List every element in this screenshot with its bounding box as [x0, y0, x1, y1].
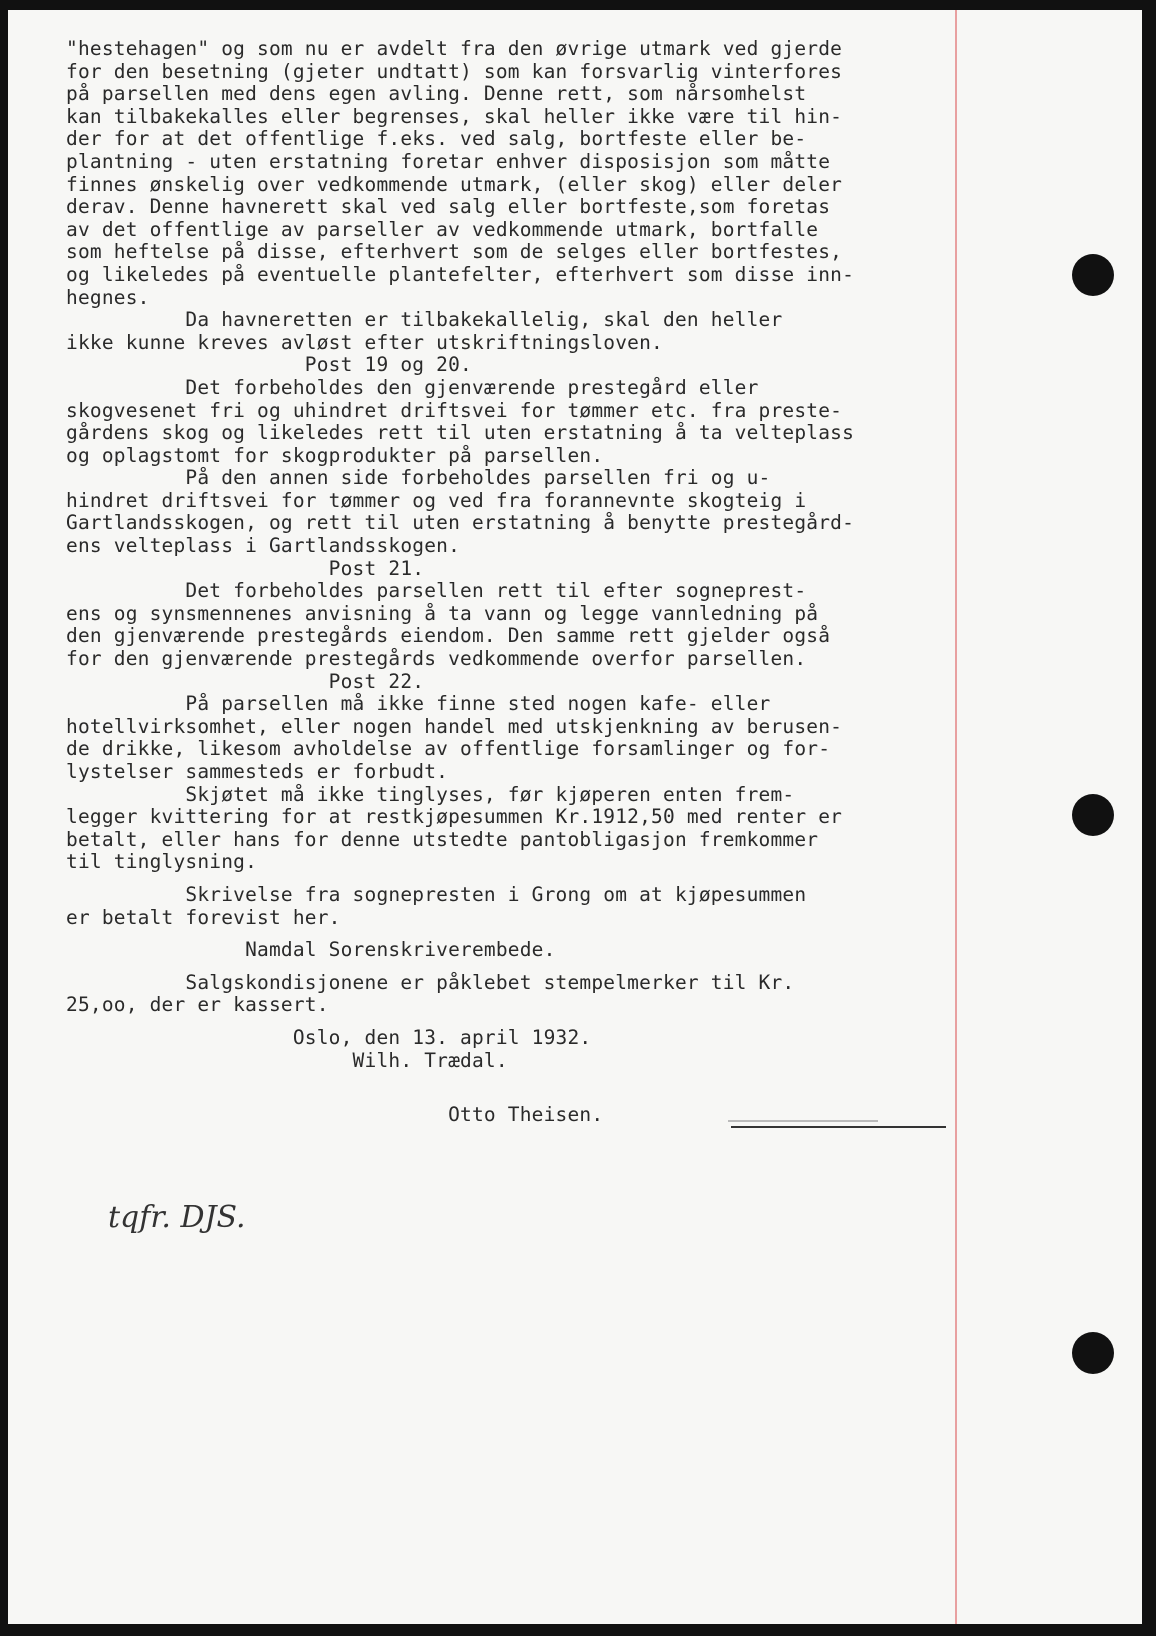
- punch-hole-icon: [1072, 1332, 1114, 1374]
- text-line: skogvesenet fri og uhindret driftsvei for tømmer etc. fra preste-: [66, 398, 843, 422]
- text-line: de drikke, likesom avholdelse av offentlige forsamlinger og for-: [66, 737, 831, 761]
- text-line: der for at det offentlige f.eks. ved salg, bortfeste eller be-: [66, 127, 807, 151]
- text-line: Post 21.: [66, 556, 425, 580]
- text-line: legger kvittering for at restkjøpesummen Kr.1912,50 med renter er: [66, 805, 843, 829]
- text-line: Post 19 og 20.: [66, 353, 472, 377]
- text-line: for den gjenværende prestegårds vedkommende overfor parsellen.: [66, 647, 807, 671]
- text-line: derav. Denne havnerett skal ved salg eller bortfeste,som foretas: [66, 195, 831, 219]
- text-line: På parsellen må ikke finne sted nogen kafe- eller: [66, 692, 771, 716]
- faint-rule: [728, 1120, 878, 1122]
- text-line: plantning - uten erstatning foretar enhver disposisjon som måtte: [66, 149, 831, 173]
- text-line: Skjøtet må ikke tinglyses, før kjøperen enten frem-: [66, 782, 795, 806]
- text-line: 25,oo, der er kassert.: [66, 993, 329, 1017]
- signer-name: Wilh. Trædal.: [66, 1048, 508, 1072]
- text-line: Gartlandsskogen, og rett til uten erstatning å benytte prestegård-: [66, 511, 855, 535]
- text-line: ens velteplass i Gartlandsskogen.: [66, 534, 461, 558]
- text-line: til tinglysning.: [66, 850, 258, 874]
- text-line: gårdens skog og likeledes rett til uten erstatning å ta velteplass: [66, 421, 855, 445]
- text-line: Post 22.: [66, 669, 425, 693]
- text-line: ens og synsmennenes anvisning å ta vann og legge vannledning på: [66, 601, 819, 625]
- text-line: På den annen side forbeholdes parsellen fri og u-: [66, 466, 771, 490]
- office-name: Namdal Sorenskriverembede.: [66, 938, 556, 962]
- document-body: [66, 38, 986, 1127]
- text-line: betalt, eller hans for denne utstedte pantobligasjon fremkommer: [66, 827, 819, 851]
- stamp-note: [66, 972, 986, 1017]
- text-line: ikke kunne kreves avløst efter utskriftningsloven.: [66, 330, 663, 354]
- text-line: Da havneretten er tilbakekallelig, skal den heller: [66, 308, 783, 332]
- text-line: kan tilbakekalles eller begrenses, skal heller ikke være til hin-: [66, 104, 843, 128]
- text-line: hindret driftsvei for tømmer og ved fra forannevnte skogteig i: [66, 488, 807, 512]
- document-page: [8, 10, 1142, 1624]
- closing-note: [66, 884, 986, 929]
- handwritten-initials: tqfr. DJS.: [108, 1200, 246, 1235]
- signer-name: Otto Theisen.: [66, 1103, 604, 1127]
- text-line: som heftelse på disse, efterhvert som de selges eller bortfestes,: [66, 240, 843, 264]
- text-line: den gjenværende prestegårds eiendom. Den samme rett gjelder også: [66, 624, 831, 648]
- text-line: Salgskondisjonene er påklebet stempelmerker til Kr.: [66, 970, 795, 994]
- text-line: "hestehagen" og som nu er avdelt fra den øvrige utmark ved gjerde: [66, 37, 843, 60]
- text-line: hegnes.: [66, 285, 150, 309]
- text-line: for den besetning (gjeter undtatt) som kan forsvarlig vinterfores: [66, 59, 843, 83]
- body-lines: [66, 38, 986, 874]
- text-line: og likeledes på eventuelle plantefelter, efterhvert som disse inn-: [66, 262, 855, 286]
- text-line: av det offentlige av parseller av vedkommende utmark, bortfalle: [66, 217, 819, 241]
- text-line: Det forbeholdes parsellen rett til efter sogneprest-: [66, 579, 807, 603]
- text-line: finnes ønskelig over vedkommende utmark, (eller skog) eller deler: [66, 172, 843, 196]
- punch-hole-icon: [1072, 794, 1114, 836]
- text-line: på parsellen med dens egen avling. Denne rett, som nårsomhelst: [66, 82, 807, 106]
- text-line: hotellvirksomhet, eller nogen handel med utskjenkning av berusen-: [66, 714, 843, 738]
- text-line: og oplagstomt for skogprodukter på parsellen.: [66, 443, 604, 467]
- date-line: Oslo, den 13. april 1932.: [66, 1025, 592, 1049]
- text-line: er betalt forevist her.: [66, 905, 341, 929]
- text-line: lystelser sammesteds er forbudt.: [66, 760, 449, 783]
- text-line: Skrivelse fra sognepresten i Grong om at kjøpesummen: [66, 882, 807, 906]
- punch-hole-icon: [1072, 254, 1114, 296]
- text-line: Det forbeholdes den gjenværende prestegård eller: [66, 375, 759, 399]
- signature-line: [731, 1126, 946, 1128]
